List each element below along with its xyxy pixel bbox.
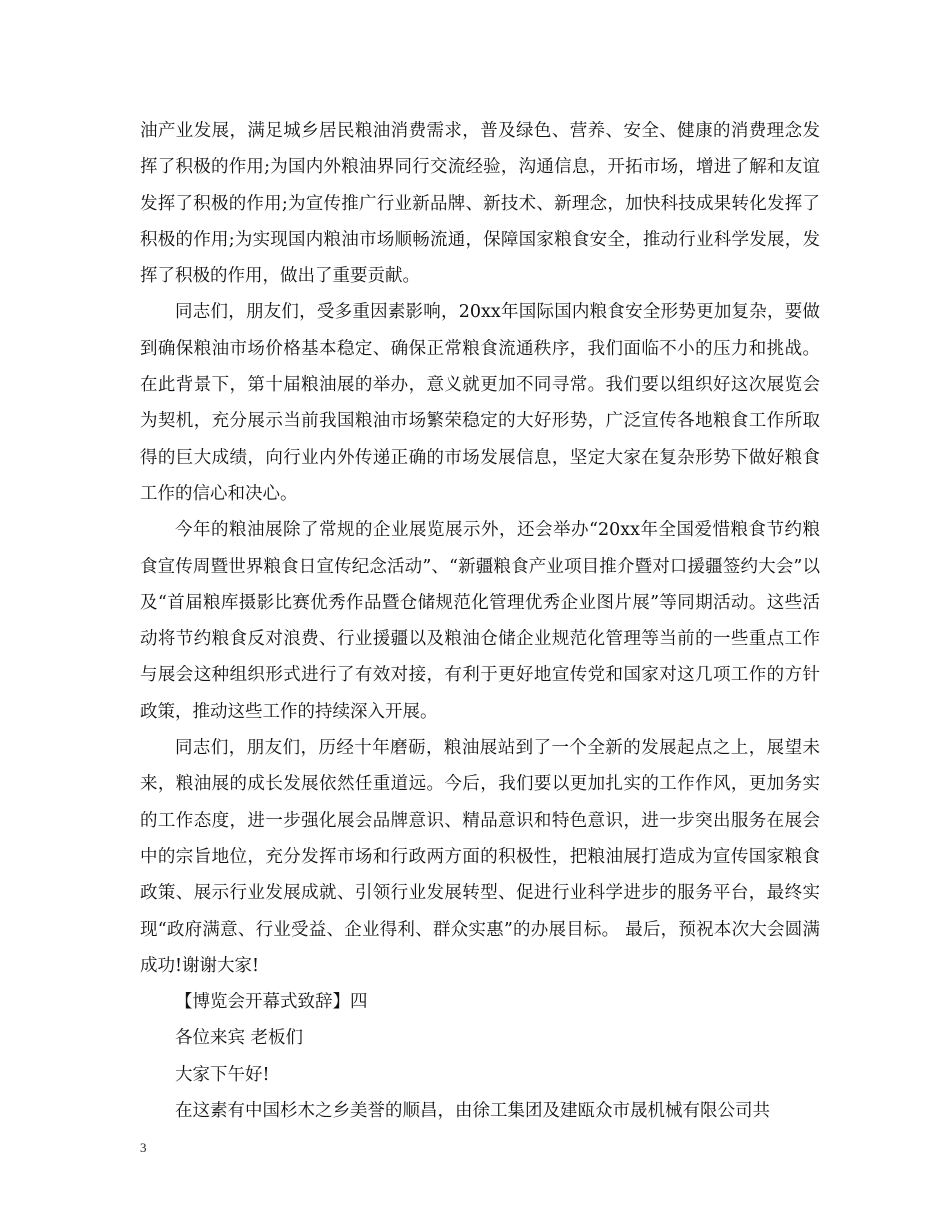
paragraph-2: 同志们，朋友们，受多重因素影响，20xx年国际国内粮食安全形势更加复杂，要做到确保粮油市场价格基本稳定、确保正常粮食流通秩序，我们面临不小的压力和挑战。在此背景下，第十届粮油展的举办，意义就更加不同寻常。我们要以组织好这次展览会为契机，充分展示当前我国粮油市场繁荣稳定的大好形势，广泛宣传各地粮食工作所取得的巨大成绩，向行业内外传递正确的市场发展信息，坚定大家在复杂形势下做好粮食工作的信心和决心。 [140,302,820,504]
greeting-line: 大家下午好! [175,1064,270,1085]
salutation-line: 各位来宾 老板们 [175,1028,304,1049]
document-body [140,113,820,1129]
paragraph-4: 同志们，朋友们，历经十年磨砺，粮油展站到了一个全新的发展起点之上，展望未来，粮油展的成长发展依然任重道远。今后，我们要以更加扎实的工作作风，更加务实的工作态度，进一步强化展会品牌意识、精品意识和特色意识，进一步突出服务在展会中的宗旨地位，充分发挥市场和行政两方面的积极性，把粮油展打造成为宣传国家粮食政策、展示行业发展成就、引领行业发展转型、促进行业科学进步的服务平台，最终实现“政府满意、行业受益、企业得利、群众实惠”的办展目标。 最后，预祝本次大会圆满成功!谢谢大家! [140,738,820,976]
paragraph-3: 今年的粮油展除了常规的企业展览展示外，还会举办“20xx年全国爱惜粮食节约粮食宣传周暨世界粮食日宣传纪念活动”、“新疆粮食产业项目推介暨对口援疆签约大会”以及“首届粮库摄影比赛优秀作品暨仓储规范化管理优秀企业图片展”等同期活动。这些活动将节约粮食反对浪费、行业援疆以及粮油仓储企业规范化管理等当前的一些重点工作与展会这种组织形式进行了有效对接，有利于更好地宣传党和国家对这几项工作的方针政策，推动这些工作的持续深入开展。 [140,520,820,722]
section-heading: 【博览会开幕式致辞】四 [175,992,368,1013]
paragraph-opening: 在这素有中国杉木之乡美誉的顺昌，由徐工集团及建瓯众市晟机械有限公司共 [175,1101,770,1122]
paragraph-1: 油产业发展，满足城乡居民粮油消费需求，普及绿色、营养、安全、健康的消费理念发挥了积极的作用;为国内外粮油界同行交流经验，沟通信息，开拓市场，增进了解和友谊发挥了积极的作用;为宣传推广行业新品牌、新技术、新理念，加快科技成果转化发挥了积极的作用;为实现国内粮油市场顺畅流通，保障国家粮食安全，推动行业科学发展，发挥了积极的作用，做出了重要贡献。 [140,121,820,287]
page-number: 3 [140,1140,147,1155]
